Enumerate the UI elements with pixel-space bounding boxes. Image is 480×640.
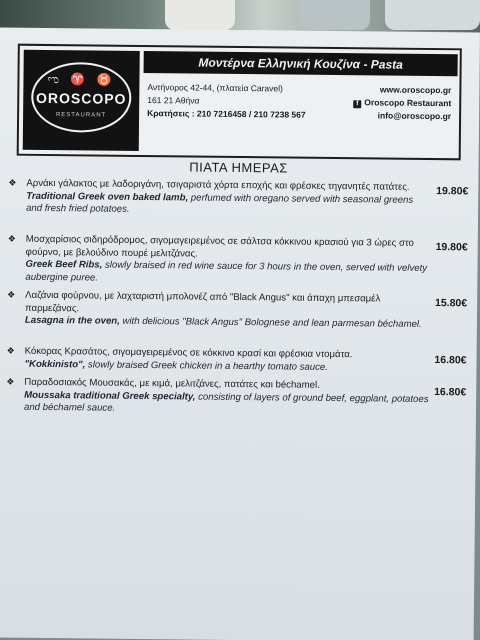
- logo-name: OROSCOPO: [35, 89, 127, 107]
- background-bottle: [300, 0, 370, 30]
- dish-english-rest: slowly braised in red wine sauce for 3 hours in the oven, served with velvety aubergine puree.: [25, 259, 428, 284]
- bullet-icon: ❖: [7, 289, 16, 300]
- menu-sheet: [0, 27, 480, 640]
- dish-price: 16.80€: [434, 386, 467, 399]
- dish-price: 19.80€: [436, 185, 469, 198]
- dish-price: 16.80€: [434, 354, 467, 367]
- website-link[interactable]: www.oroscopo.gr: [379, 84, 452, 96]
- menu-header: [17, 44, 462, 161]
- tagline: Μοντέρνα Ελληνική Κουζίνα - Pasta: [144, 51, 458, 76]
- dish-english: [25, 259, 430, 288]
- dish-price: 19.80€: [435, 241, 468, 254]
- background-cup: [165, 0, 235, 30]
- dish-greek: Κόκορας Κρασάτος, σιγομαγειρεμένος σε κόκκινο κρασί και φρέσκια ντομάτα.: [24, 345, 353, 361]
- dish-item: [6, 377, 466, 419]
- dish-greek: Αρνάκι γάλακτος με λαδοριγάνη, τσιγαριστά χόρτα εποχής και φρέσκες τηγανητές πατάτες.: [26, 177, 410, 193]
- address-line2: 161 21 Αθήνα: [147, 95, 200, 106]
- facebook-name: Oroscopo Restaurant: [364, 97, 452, 109]
- dish-item: [6, 346, 466, 376]
- contact-block: [353, 83, 451, 123]
- dish-english-bold: Moussaka traditional Greek specialty,: [24, 389, 196, 403]
- dish-item: [8, 178, 468, 220]
- bullet-icon: ❖: [6, 376, 15, 387]
- logo: [23, 50, 140, 151]
- dish-english: [26, 190, 431, 219]
- phone-line: Κρατήσεις : 210 7216458 / 210 7238 567: [147, 108, 306, 120]
- dish-price: 15.80€: [434, 297, 468, 310]
- facebook-line[interactable]: [353, 96, 451, 110]
- dish-english-bold: Lasagna in the oven,: [24, 314, 120, 327]
- dish-greek: Παραδοσιακός Μουσακάς, με κιμά, μελιτζάνες, πατάτες και béchamel.: [24, 376, 320, 391]
- dish-greek: Μοσχαρίσιος σιδηρόδρομος, σιγομαγειρεμένος σε σάλτσα κόκκινου κρασιού για 3 ώρες στο φούρνο, με βελούδινο πουρέ μελιτζάνας.: [25, 233, 414, 260]
- bullet-icon: ❖: [7, 233, 16, 244]
- dish-greek: Λαζάνια φούρνου, με λαχταριστή μπολονέζ από "Black Angus" και άπαχη μπεσαμέλ παρμεζάνας.: [25, 289, 381, 314]
- bullet-icon: ❖: [6, 345, 15, 356]
- dish-english-bold: "Kokkinisto",: [24, 358, 86, 370]
- bullet-icon: ❖: [8, 177, 17, 188]
- email-link[interactable]: info@oroscopo.gr: [377, 110, 452, 122]
- dish-item: [7, 290, 467, 332]
- dish-item: [7, 234, 467, 289]
- background-glass: [385, 0, 480, 30]
- facebook-icon: f: [353, 100, 361, 108]
- address-block: [147, 81, 306, 122]
- dish-english-rest: consisting of layers of ground beef, eggplant, potatoes and béchamel sauce.: [23, 391, 429, 414]
- address-line1: Αντήνορος 42-44, (πλατεία Caravel): [147, 82, 283, 94]
- dish-english: [24, 389, 429, 418]
- dish-english-rest: perfumed with oregano served with seasonal greens and fresh fried potatoes.: [26, 191, 414, 215]
- dish-english-bold: Traditional Greek oven baked lamb,: [26, 190, 189, 203]
- logo-subtitle: RESTAURANT: [55, 112, 107, 119]
- section-title: ΠΙΑΤΑ ΗΜΕΡΑΣ: [189, 159, 288, 176]
- dish-english-rest: with delicious "Black Angus" Bolognese and lean parmesan béchamel.: [119, 315, 422, 330]
- zodiac-icon: ಌ ♈ ♉: [47, 71, 116, 87]
- dish-english-rest: slowly braised Greek chicken in a hearthy tomato sauce.: [85, 358, 328, 373]
- dish-english-bold: Greek Beef Ribs,: [25, 258, 103, 271]
